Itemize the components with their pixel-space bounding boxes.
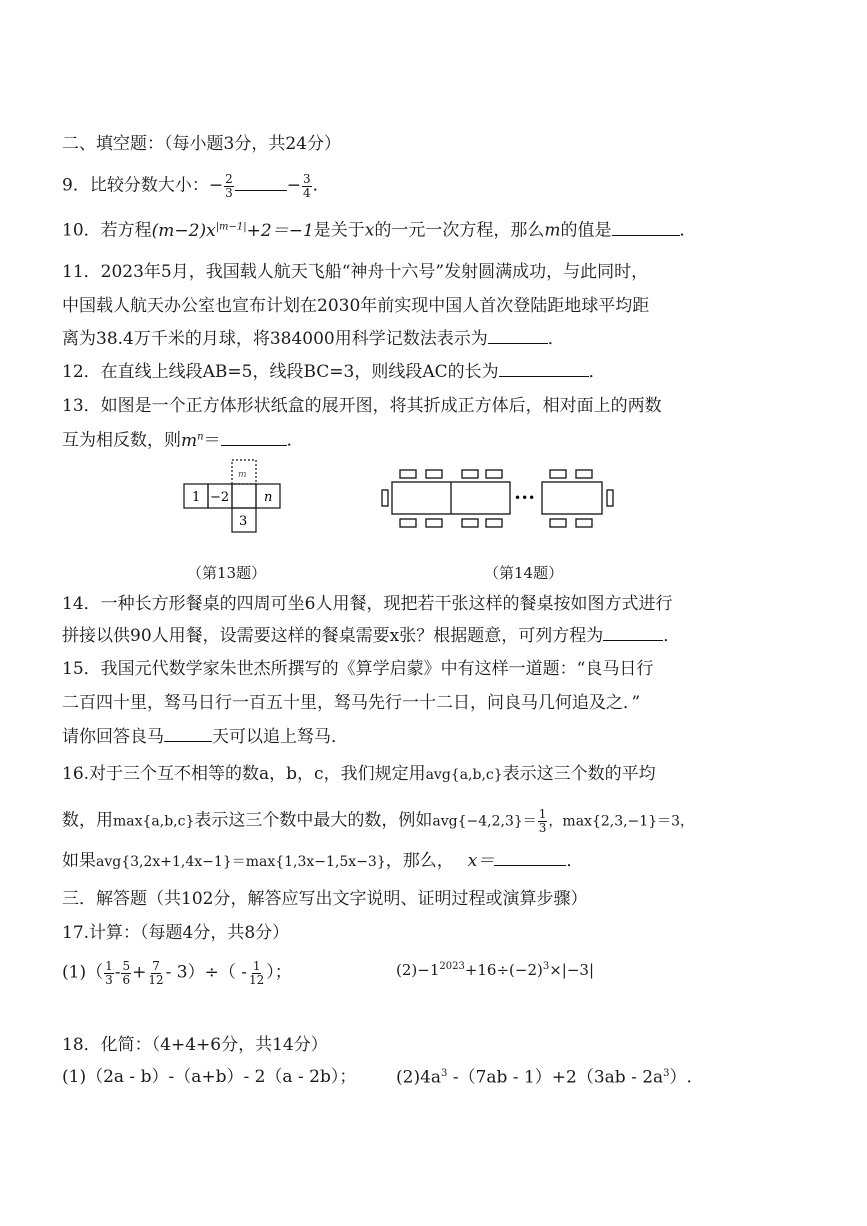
q10-equation: $(m-2)x^{|m-1|}+2=-1$ (151, 220, 314, 241)
question-9: 9．比较分数大小：− $\frac{2}{3}$ − $\frac{3}{4}$ ． (62, 172, 330, 200)
question-15-line3: 请你回答良马 天可以追上驽马． (62, 727, 348, 747)
question-11-line1: 11．2023年5月，我国载人航天飞船“神舟十六号”发射圆满成功，与此同时， (62, 262, 649, 282)
q10-mid: 是关于 (313, 220, 365, 241)
question-10: 10．若方程$(m-2)x^{|m-1|}+2=-1$是关于x的一元一次方程，那么m的值是 ． (62, 220, 697, 241)
q9-fraction-b: $\frac{3}{4}$ (302, 172, 311, 200)
q16-avg-notation: avg{a,b,c} (425, 767, 503, 783)
question-15-line1: 15．我国元代数学家朱世杰所撰写的《算学启蒙》中有这样一道题：“良马日行 (62, 659, 654, 679)
net-cell-minus2: −2 (210, 490, 230, 505)
question-13-line2: 互为相反数，则$m^n=$ ． (62, 430, 304, 451)
figure-14-tables (378, 466, 618, 532)
q12-answer-blank[interactable] (499, 375, 589, 377)
net-cell-3: 3 (239, 514, 248, 529)
q10-tail: 的值是 (560, 220, 612, 241)
question-11-line2: 中国载人航天办公室也宣布计划在2030年前实现中国人首次登陆距地球平均距 (62, 296, 650, 316)
question-16-line3: 如果avg{3,2x+1,4x−1}＝max{1,3x−1,5x−3}，那么， x＝ ． (62, 851, 584, 871)
q15-answer-blank[interactable] (164, 740, 212, 742)
question-18-part1: (1)（2a - b）-（a+b）- 2（a - 2b）； (62, 1067, 357, 1087)
figure-13-caption: （第13题） (187, 564, 267, 582)
net-cell-m: m (238, 470, 247, 480)
section2-title: 二、填空题：（每小题3分，共24分） (62, 134, 341, 154)
q16-max-notation: max{a,b,c} (113, 813, 195, 830)
q10-answer-blank[interactable] (612, 234, 680, 236)
question-17-title: 17.计算：（每题4分，共8分） (62, 923, 290, 943)
question-16-line1: 16.对于三个互不相等的数a，b，c，我们规定用avg{a,b,c}表示这三个数的平均 (62, 764, 656, 784)
q10-var-m: m (544, 220, 561, 241)
q9-answer-blank[interactable] (235, 189, 287, 191)
question-12: 12．在直线上线段AB=5，线段BC=3，则线段AC的长为 ． (62, 362, 606, 382)
question-18-part2: $(2)4a^3$ $-(7ab - 1)+2(3ab - 2a^3)$. (396, 1067, 692, 1088)
question-14-line1: 14．一种长方形餐桌的四周可坐6人用餐，现把若干张这样的餐桌按如图方式进行 (62, 594, 673, 614)
q9-text: 9．比较分数大小： (62, 175, 209, 196)
question-17-part2: $(2)-1^{2023}+16\div(-2)^3\times|-3|$ (396, 961, 595, 979)
section3-title: 三．解答题（共102分，解答应写出文字说明、证明过程或演算步骤） (62, 889, 588, 909)
question-16-line2: 数，用max{a,b,c}表示这三个数中最大的数，例如avg{−4,2,3}＝ $\frac{1}{3}$ ，max{2,3,−1}＝3， (62, 807, 695, 835)
figure-13-cube-net (180, 458, 290, 536)
question-14-line2: 拼接以供90人用餐，设需要这样的餐桌需要x张？根据题意，可列方程为 ． (62, 626, 681, 646)
question-18-title: 18．化简：（4+4+6分，共14分） (62, 1035, 328, 1055)
net-cell-n: n (264, 490, 273, 505)
q10-var-x: x (364, 220, 375, 241)
q10-mid2: 的一元一次方程，那么 (374, 220, 545, 241)
question-11-line3: 离为38.4万千米的月球，将384000用科学记数法表示为 ． (62, 329, 565, 349)
q13-answer-blank[interactable] (221, 444, 287, 446)
net-cell-1: 1 (192, 490, 201, 505)
table-ellipsis: ••• (514, 491, 536, 505)
q11-answer-blank[interactable] (488, 342, 548, 344)
q16-condition: avg{3,2x+1,4x−1}＝max{1,3x−1,5x−3} (96, 854, 386, 870)
question-13-line1: 13．如图是一个正方体形状纸盒的展开图，将其折成正方体后，相对面上的两数 (62, 396, 662, 416)
q14-answer-blank[interactable] (603, 639, 663, 641)
q10-prefix: 10．若方程 (62, 220, 152, 241)
q16-answer-blank[interactable] (494, 864, 566, 866)
question-15-line2: 二百四十里，驽马日行一百五十里，驽马先行一十二日，问良马几何追及之．” (62, 693, 641, 713)
question-17-part1: (1)（ $\frac{1}{3}$ - $\frac{5}{6}$ + $\frac{7}{12}$ - 3）÷（ - $\frac{1}{12}$ ）； (62, 959, 292, 987)
q9-fraction-a: $\frac{2}{3}$ (225, 172, 233, 200)
figure-14-caption: （第14题） (484, 564, 564, 582)
q13-expression: $m^n$ (181, 430, 204, 451)
q16-fraction: $\frac{1}{3}$ (538, 807, 547, 835)
